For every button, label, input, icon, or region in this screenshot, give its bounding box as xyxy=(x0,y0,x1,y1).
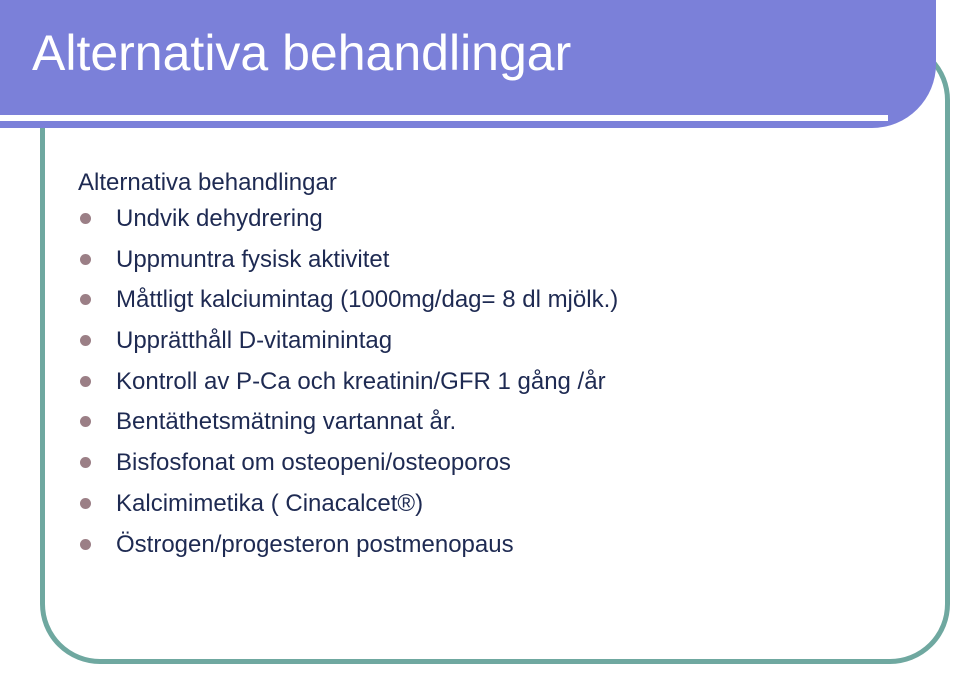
title-band xyxy=(0,0,936,128)
bullet-text: Kalcimimetika ( Cinacalcet®) xyxy=(116,489,424,517)
bullet-text: Måttligt kalciumintag (1000mg/dag= 8 dl mjölk.) xyxy=(116,286,619,314)
bullet-text: Upprätthåll D-vitaminintag xyxy=(116,327,393,355)
bullet-text: Bisfosfonat om osteopeni/osteoporos xyxy=(116,449,511,477)
bullet-dot-icon xyxy=(80,294,91,305)
bullet-text: Undvik dehydrering xyxy=(116,205,323,232)
bullet-dot-icon xyxy=(80,376,91,387)
bullet-dot-icon xyxy=(80,457,91,468)
bullet-list xyxy=(78,202,918,568)
bullet-dot-icon xyxy=(80,498,91,509)
bullet-item xyxy=(78,283,918,324)
title-underline xyxy=(0,115,888,121)
bullet-dot-icon xyxy=(80,539,91,550)
bullet-item xyxy=(78,365,918,406)
subheading: Alternativa behandlingar xyxy=(78,169,337,196)
bullet-item xyxy=(78,528,918,569)
bullet-item xyxy=(78,324,918,365)
bullet-text: Bentäthetsmätning vartannat år. xyxy=(116,408,457,436)
bullet-item xyxy=(78,243,918,284)
bullet-text: Uppmuntra fysisk aktivitet xyxy=(116,245,390,273)
bullet-item xyxy=(78,405,918,446)
bullet-item xyxy=(78,487,918,528)
bullet-dot-icon xyxy=(80,213,91,224)
slide-title: Alternativa behandlingar xyxy=(32,25,572,81)
bullet-text: Östrogen/progesteron postmenopaus xyxy=(116,530,514,558)
bullet-text: Kontroll av P-Ca och kreatinin/GFR 1 gång /år xyxy=(116,367,606,395)
bullet-item xyxy=(78,202,918,243)
bullet-item xyxy=(78,446,918,487)
bullet-dot-icon xyxy=(80,335,91,346)
slide-content xyxy=(78,168,918,568)
bullet-dot-icon xyxy=(80,416,91,427)
bullet-dot-icon xyxy=(80,254,91,265)
